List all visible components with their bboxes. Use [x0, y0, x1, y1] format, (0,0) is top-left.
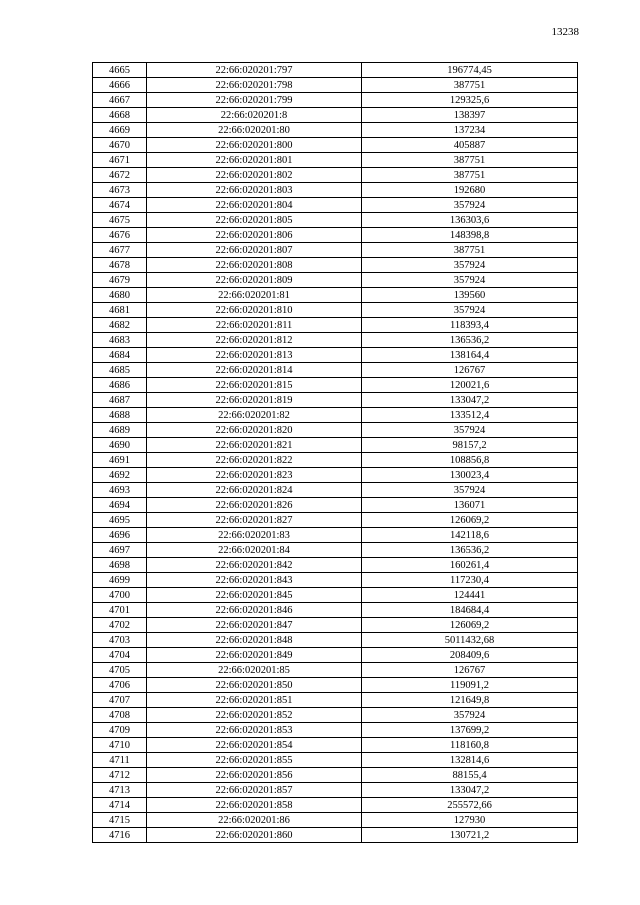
row-number-cell: 4687 [93, 393, 147, 408]
value-cell: 357924 [362, 708, 578, 723]
value-cell: 192680 [362, 183, 578, 198]
row-number-cell: 4689 [93, 423, 147, 438]
value-cell: 130023,4 [362, 468, 578, 483]
cadastral-number-cell: 22:66:020201:806 [147, 228, 362, 243]
table-row [93, 333, 578, 348]
value-cell: 138164,4 [362, 348, 578, 363]
table-row [93, 453, 578, 468]
value-cell: 118393,4 [362, 318, 578, 333]
table-row [93, 678, 578, 693]
row-number-cell: 4707 [93, 693, 147, 708]
cadastral-number-cell: 22:66:020201:84 [147, 543, 362, 558]
cadastral-number-cell: 22:66:020201:807 [147, 243, 362, 258]
page-number: 13238 [551, 26, 579, 38]
table-row [93, 513, 578, 528]
row-number-cell: 4688 [93, 408, 147, 423]
row-number-cell: 4706 [93, 678, 147, 693]
value-cell: 108856,8 [362, 453, 578, 468]
row-number-cell: 4680 [93, 288, 147, 303]
table-row [93, 723, 578, 738]
value-cell: 132814,6 [362, 753, 578, 768]
cadastral-number-cell: 22:66:020201:86 [147, 813, 362, 828]
value-cell: 387751 [362, 168, 578, 183]
table-row [93, 648, 578, 663]
cadastral-number-cell: 22:66:020201:8 [147, 108, 362, 123]
cadastral-number-cell: 22:66:020201:847 [147, 618, 362, 633]
value-cell: 387751 [362, 153, 578, 168]
cadastral-number-cell: 22:66:020201:821 [147, 438, 362, 453]
row-number-cell: 4677 [93, 243, 147, 258]
row-number-cell: 4672 [93, 168, 147, 183]
row-number-cell: 4701 [93, 603, 147, 618]
value-cell: 136303,6 [362, 213, 578, 228]
value-cell: 126069,2 [362, 513, 578, 528]
table-row [93, 123, 578, 138]
cadastral-number-cell: 22:66:020201:848 [147, 633, 362, 648]
table-row [93, 768, 578, 783]
value-cell: 405887 [362, 138, 578, 153]
table-row [93, 543, 578, 558]
value-cell: 184684,4 [362, 603, 578, 618]
cadastral-number-cell: 22:66:020201:811 [147, 318, 362, 333]
row-number-cell: 4710 [93, 738, 147, 753]
row-number-cell: 4715 [93, 813, 147, 828]
table-row [93, 213, 578, 228]
table-row [93, 303, 578, 318]
table-row [93, 228, 578, 243]
table-row [93, 78, 578, 93]
value-cell: 136536,2 [362, 543, 578, 558]
cadastral-number-cell: 22:66:020201:819 [147, 393, 362, 408]
table-row [93, 753, 578, 768]
table-row [93, 423, 578, 438]
table-row [93, 558, 578, 573]
row-number-cell: 4711 [93, 753, 147, 768]
cadastral-number-cell: 22:66:020201:852 [147, 708, 362, 723]
table-row [93, 168, 578, 183]
value-cell: 129325,6 [362, 93, 578, 108]
row-number-cell: 4714 [93, 798, 147, 813]
table-row [93, 363, 578, 378]
cadastral-number-cell: 22:66:020201:826 [147, 498, 362, 513]
cadastral-number-cell: 22:66:020201:83 [147, 528, 362, 543]
row-number-cell: 4696 [93, 528, 147, 543]
row-number-cell: 4671 [93, 153, 147, 168]
cadastral-number-cell: 22:66:020201:814 [147, 363, 362, 378]
cadastral-number-cell: 22:66:020201:800 [147, 138, 362, 153]
table-row [93, 378, 578, 393]
value-cell: 357924 [362, 423, 578, 438]
value-cell: 5011432,68 [362, 633, 578, 648]
value-cell: 117230,4 [362, 573, 578, 588]
table-row [93, 483, 578, 498]
value-cell: 387751 [362, 78, 578, 93]
cadastral-number-cell: 22:66:020201:82 [147, 408, 362, 423]
cadastral-number-cell: 22:66:020201:815 [147, 378, 362, 393]
value-cell: 126069,2 [362, 618, 578, 633]
row-number-cell: 4697 [93, 543, 147, 558]
row-number-cell: 4673 [93, 183, 147, 198]
cadastral-number-cell: 22:66:020201:85 [147, 663, 362, 678]
row-number-cell: 4682 [93, 318, 147, 333]
row-number-cell: 4692 [93, 468, 147, 483]
row-number-cell: 4670 [93, 138, 147, 153]
table-row [93, 618, 578, 633]
value-cell: 138397 [362, 108, 578, 123]
cadastral-number-cell: 22:66:020201:857 [147, 783, 362, 798]
table-row [93, 348, 578, 363]
row-number-cell: 4685 [93, 363, 147, 378]
table-row [93, 93, 578, 108]
table-row [93, 633, 578, 648]
table-row [93, 258, 578, 273]
value-cell: 126767 [362, 363, 578, 378]
value-cell: 130721,2 [362, 828, 578, 843]
table-row [93, 108, 578, 123]
table-row [93, 408, 578, 423]
row-number-cell: 4690 [93, 438, 147, 453]
row-number-cell: 4705 [93, 663, 147, 678]
table-row [93, 498, 578, 513]
row-number-cell: 4669 [93, 123, 147, 138]
value-cell: 136536,2 [362, 333, 578, 348]
table-row [93, 63, 578, 78]
row-number-cell: 4698 [93, 558, 147, 573]
row-number-cell: 4674 [93, 198, 147, 213]
value-cell: 98157,2 [362, 438, 578, 453]
value-cell: 148398,8 [362, 228, 578, 243]
value-cell: 133047,2 [362, 783, 578, 798]
value-cell: 357924 [362, 258, 578, 273]
value-cell: 160261,4 [362, 558, 578, 573]
value-cell: 139560 [362, 288, 578, 303]
row-number-cell: 4666 [93, 78, 147, 93]
row-number-cell: 4709 [93, 723, 147, 738]
cadastral-number-cell: 22:66:020201:858 [147, 798, 362, 813]
table-row [93, 783, 578, 798]
cadastral-number-cell: 22:66:020201:853 [147, 723, 362, 738]
table-row [93, 573, 578, 588]
row-number-cell: 4694 [93, 498, 147, 513]
cadastral-number-cell: 22:66:020201:855 [147, 753, 362, 768]
table-row [93, 288, 578, 303]
row-number-cell: 4700 [93, 588, 147, 603]
value-cell: 126767 [362, 663, 578, 678]
cadastral-number-cell: 22:66:020201:860 [147, 828, 362, 843]
value-cell: 357924 [362, 303, 578, 318]
cadastral-number-cell: 22:66:020201:80 [147, 123, 362, 138]
value-cell: 357924 [362, 273, 578, 288]
table-row [93, 528, 578, 543]
row-number-cell: 4691 [93, 453, 147, 468]
cadastral-number-cell: 22:66:020201:802 [147, 168, 362, 183]
cadastral-number-cell: 22:66:020201:850 [147, 678, 362, 693]
cadastral-number-cell: 22:66:020201:803 [147, 183, 362, 198]
value-cell: 127930 [362, 813, 578, 828]
value-cell: 124441 [362, 588, 578, 603]
value-cell: 387751 [362, 243, 578, 258]
table-body [93, 63, 578, 843]
row-number-cell: 4675 [93, 213, 147, 228]
table-row [93, 588, 578, 603]
value-cell: 196774,45 [362, 63, 578, 78]
row-number-cell: 4702 [93, 618, 147, 633]
value-cell: 133512,4 [362, 408, 578, 423]
cadastral-number-cell: 22:66:020201:856 [147, 768, 362, 783]
cadastral-number-cell: 22:66:020201:843 [147, 573, 362, 588]
value-cell: 120021,6 [362, 378, 578, 393]
cadastral-number-cell: 22:66:020201:827 [147, 513, 362, 528]
table-row [93, 273, 578, 288]
cadastral-number-cell: 22:66:020201:809 [147, 273, 362, 288]
table-row [93, 183, 578, 198]
value-cell: 137699,2 [362, 723, 578, 738]
cadastral-number-cell: 22:66:020201:842 [147, 558, 362, 573]
value-cell: 121649,8 [362, 693, 578, 708]
row-number-cell: 4684 [93, 348, 147, 363]
table-row [93, 663, 578, 678]
row-number-cell: 4683 [93, 333, 147, 348]
row-number-cell: 4712 [93, 768, 147, 783]
table-row [93, 153, 578, 168]
table-row [93, 318, 578, 333]
row-number-cell: 4665 [93, 63, 147, 78]
row-number-cell: 4708 [93, 708, 147, 723]
row-number-cell: 4668 [93, 108, 147, 123]
table-row [93, 438, 578, 453]
cadastral-value-table [92, 62, 578, 843]
table-row [93, 243, 578, 258]
table-row [93, 708, 578, 723]
value-cell: 136071 [362, 498, 578, 513]
cadastral-number-cell: 22:66:020201:820 [147, 423, 362, 438]
row-number-cell: 4693 [93, 483, 147, 498]
table-row [93, 813, 578, 828]
table-row [93, 798, 578, 813]
cadastral-number-cell: 22:66:020201:797 [147, 63, 362, 78]
cadastral-number-cell: 22:66:020201:854 [147, 738, 362, 753]
value-cell: 137234 [362, 123, 578, 138]
row-number-cell: 4703 [93, 633, 147, 648]
row-number-cell: 4716 [93, 828, 147, 843]
row-number-cell: 4704 [93, 648, 147, 663]
value-cell: 133047,2 [362, 393, 578, 408]
value-cell: 208409,6 [362, 648, 578, 663]
table-row [93, 738, 578, 753]
row-number-cell: 4699 [93, 573, 147, 588]
row-number-cell: 4676 [93, 228, 147, 243]
cadastral-number-cell: 22:66:020201:813 [147, 348, 362, 363]
table-row [93, 693, 578, 708]
cadastral-number-cell: 22:66:020201:810 [147, 303, 362, 318]
cadastral-number-cell: 22:66:020201:845 [147, 588, 362, 603]
value-cell: 88155,4 [362, 768, 578, 783]
row-number-cell: 4667 [93, 93, 147, 108]
value-cell: 142118,6 [362, 528, 578, 543]
cadastral-number-cell: 22:66:020201:798 [147, 78, 362, 93]
value-cell: 357924 [362, 483, 578, 498]
cadastral-number-cell: 22:66:020201:801 [147, 153, 362, 168]
table-row [93, 198, 578, 213]
row-number-cell: 4695 [93, 513, 147, 528]
row-number-cell: 4681 [93, 303, 147, 318]
cadastral-number-cell: 22:66:020201:851 [147, 693, 362, 708]
row-number-cell: 4678 [93, 258, 147, 273]
table-row [93, 393, 578, 408]
row-number-cell: 4713 [93, 783, 147, 798]
cadastral-number-cell: 22:66:020201:799 [147, 93, 362, 108]
row-number-cell: 4679 [93, 273, 147, 288]
table-row [93, 138, 578, 153]
cadastral-number-cell: 22:66:020201:808 [147, 258, 362, 273]
table-row [93, 603, 578, 618]
cadastral-number-cell: 22:66:020201:824 [147, 483, 362, 498]
cadastral-number-cell: 22:66:020201:81 [147, 288, 362, 303]
cadastral-number-cell: 22:66:020201:849 [147, 648, 362, 663]
value-cell: 357924 [362, 198, 578, 213]
cadastral-number-cell: 22:66:020201:804 [147, 198, 362, 213]
value-cell: 118160,8 [362, 738, 578, 753]
row-number-cell: 4686 [93, 378, 147, 393]
value-cell: 255572,66 [362, 798, 578, 813]
table-row [93, 468, 578, 483]
cadastral-number-cell: 22:66:020201:823 [147, 468, 362, 483]
table-row [93, 828, 578, 843]
value-cell: 119091,2 [362, 678, 578, 693]
cadastral-number-cell: 22:66:020201:822 [147, 453, 362, 468]
cadastral-number-cell: 22:66:020201:805 [147, 213, 362, 228]
cadastral-number-cell: 22:66:020201:812 [147, 333, 362, 348]
cadastral-number-cell: 22:66:020201:846 [147, 603, 362, 618]
